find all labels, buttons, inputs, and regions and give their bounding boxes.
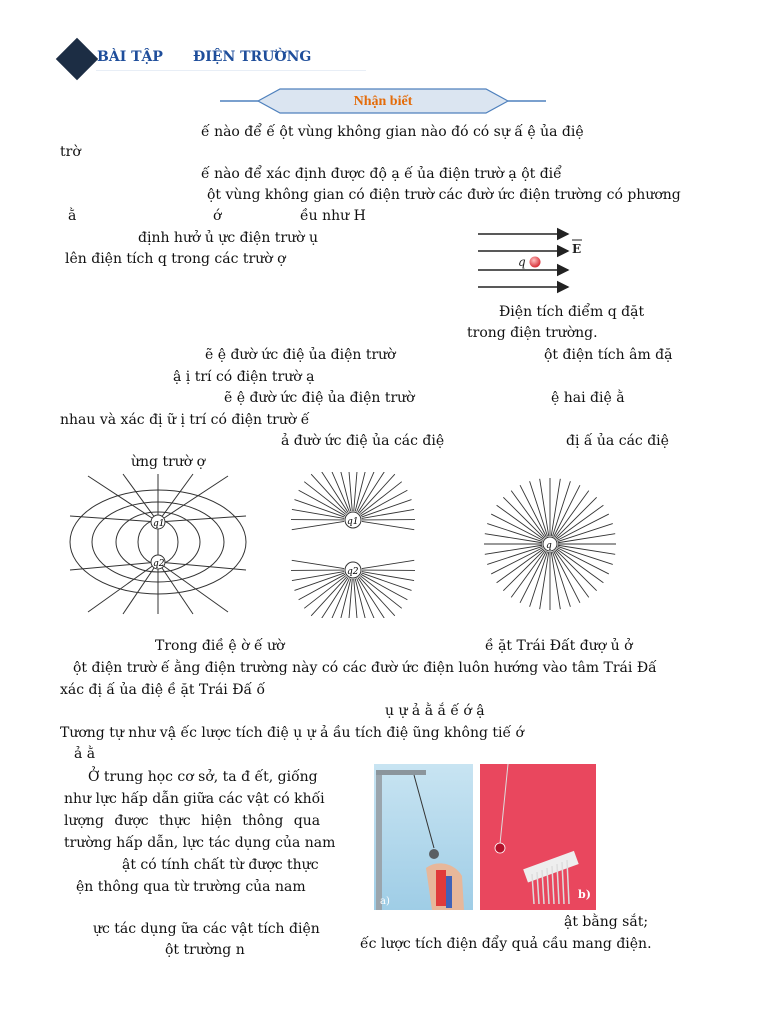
- text-line: ậ ị trí có điện trườ ạ: [173, 369, 315, 385]
- header-title-part2: ĐIỆN TRƯỜNG: [193, 49, 312, 65]
- banner-label: Nhận biết: [353, 94, 413, 109]
- single-q-label: q: [546, 541, 552, 551]
- header-underline: [96, 70, 366, 71]
- field-vector-label: E: [572, 242, 582, 256]
- repelling-field-diagram: [288, 472, 418, 618]
- field-line: [503, 497, 544, 538]
- text-line: ột vùng không gian có điện trườ các đườ ức điện trường có phương: [207, 187, 681, 203]
- text-line: ẽ ệ đườ ức điệ ủa điện trườ: [205, 347, 396, 363]
- text-line: ện thông qua từ trường của nam: [76, 879, 306, 895]
- field-line: [358, 472, 387, 512]
- text-line: ụ ự ả ằ ắ ế ớ ậ: [385, 703, 485, 719]
- field-line: [354, 579, 358, 618]
- text-line: ẽ ệ đườ ức điệ ủa điện trườ: [224, 390, 415, 406]
- photo-caption-line: ếc lược tích điện đẩy quả cầu mang điện.: [360, 936, 652, 952]
- text-line: xác đị ấ ủa điệ ề ặt Trái Đấ ố: [60, 682, 266, 698]
- repel-q2-label: q2: [347, 567, 359, 577]
- photo-magnet-attraction: [374, 764, 473, 910]
- text-line: ột điện trườ ế ằng điện trường này có các đườ ức điện luôn hướng vào tâm Trái Đấ: [73, 660, 657, 676]
- text-line: định hưở ủ ực điện trườ ụ: [138, 230, 319, 246]
- text-line: ều như H: [300, 208, 366, 224]
- figure-caption: Điện tích điểm q đặt: [499, 304, 645, 320]
- text-line: đị ấ ủa các điệ: [566, 433, 669, 449]
- header-diamond-icon: [56, 38, 98, 80]
- field-line: [319, 578, 348, 618]
- field-line: [292, 560, 344, 568]
- uniform-field-figure: [472, 224, 592, 296]
- photo-b-label: b): [578, 888, 591, 901]
- charge-label: q: [518, 255, 526, 269]
- field-line: [556, 550, 597, 591]
- text-line: ả đườ ức điệ ủa các điệ: [281, 433, 445, 449]
- field-line: [360, 482, 402, 515]
- text-line: ằ: [68, 208, 77, 224]
- text-line: ật có tính chất từ được thực: [122, 857, 319, 873]
- text-line: ế nào để ế ột vùng không gian nào đó có sự ấ ệ ủa điệ: [201, 124, 584, 140]
- text-line: như lực hấp dẫn giữa các vật có khối: [64, 791, 325, 807]
- text-line: ừng trườ ợ: [131, 454, 206, 470]
- header-title-part1: BÀI TẬP: [97, 49, 163, 65]
- text-line: Tương tự như vậ ếc lược tích điệ ụ ự ả ầu tích điệ ũng không tiế ớ: [60, 725, 524, 741]
- field-line: [304, 482, 346, 515]
- text-line: ột điện tích âm đặ: [544, 347, 673, 363]
- dipole-field-diagram: [68, 472, 248, 616]
- photo-comb-repulsion: [480, 764, 596, 910]
- field-line: [362, 560, 414, 568]
- charge-ball: [530, 257, 541, 268]
- text-line: ớ: [213, 208, 222, 224]
- dipole-q1-label: q1: [153, 519, 165, 529]
- text-line: nhau và xác đị ữ ị trí có điện trườ ế: [60, 412, 310, 428]
- single-charge-field-diagram: [482, 476, 618, 612]
- field-line: [354, 472, 358, 511]
- text-line: Ở trung học cơ sở, ta đ ết, giống: [88, 769, 318, 785]
- section-banner: [218, 86, 548, 116]
- field-line: [362, 521, 414, 529]
- field-line: [304, 576, 346, 609]
- field-line: [360, 576, 402, 609]
- field-line: [556, 497, 597, 538]
- text-line: trờ: [60, 144, 81, 160]
- photo-caption-line: ật bằng sắt;: [564, 914, 649, 930]
- field-line: [358, 578, 387, 618]
- field-line: [348, 472, 352, 511]
- text-line: trường hấp dẫn, lực tác dụng của nam: [64, 835, 336, 851]
- field-line: [292, 521, 344, 529]
- figure-caption: trong điện trường.: [467, 325, 598, 341]
- repel-q1-label: q1: [347, 517, 359, 527]
- dipole-q2-label: q2: [153, 559, 165, 569]
- field-line: [319, 472, 348, 512]
- text-line: lên điện tích q trong các trườ ợ: [65, 251, 286, 267]
- text-line: ả ằ: [74, 746, 96, 762]
- text-line: Trong điề ệ ờ ế ườ: [155, 638, 285, 654]
- photo-a-label: a): [380, 896, 390, 907]
- text-line: ế nào để xác định được độ ạ ế ủa điện trườ ạ ột điể: [201, 166, 562, 182]
- field-line: [503, 550, 544, 591]
- text-line: lượng được thực hiện thông qua: [64, 813, 321, 829]
- text-line: ề ặt Trái Đất đượ ủ ở: [485, 638, 633, 654]
- field-line: [348, 579, 352, 618]
- text-line: ột trường n: [165, 942, 245, 958]
- text-line: ệ hai điệ ằ: [551, 390, 625, 406]
- text-line: ực tác dụng ữa các vật tích điện: [93, 921, 320, 937]
